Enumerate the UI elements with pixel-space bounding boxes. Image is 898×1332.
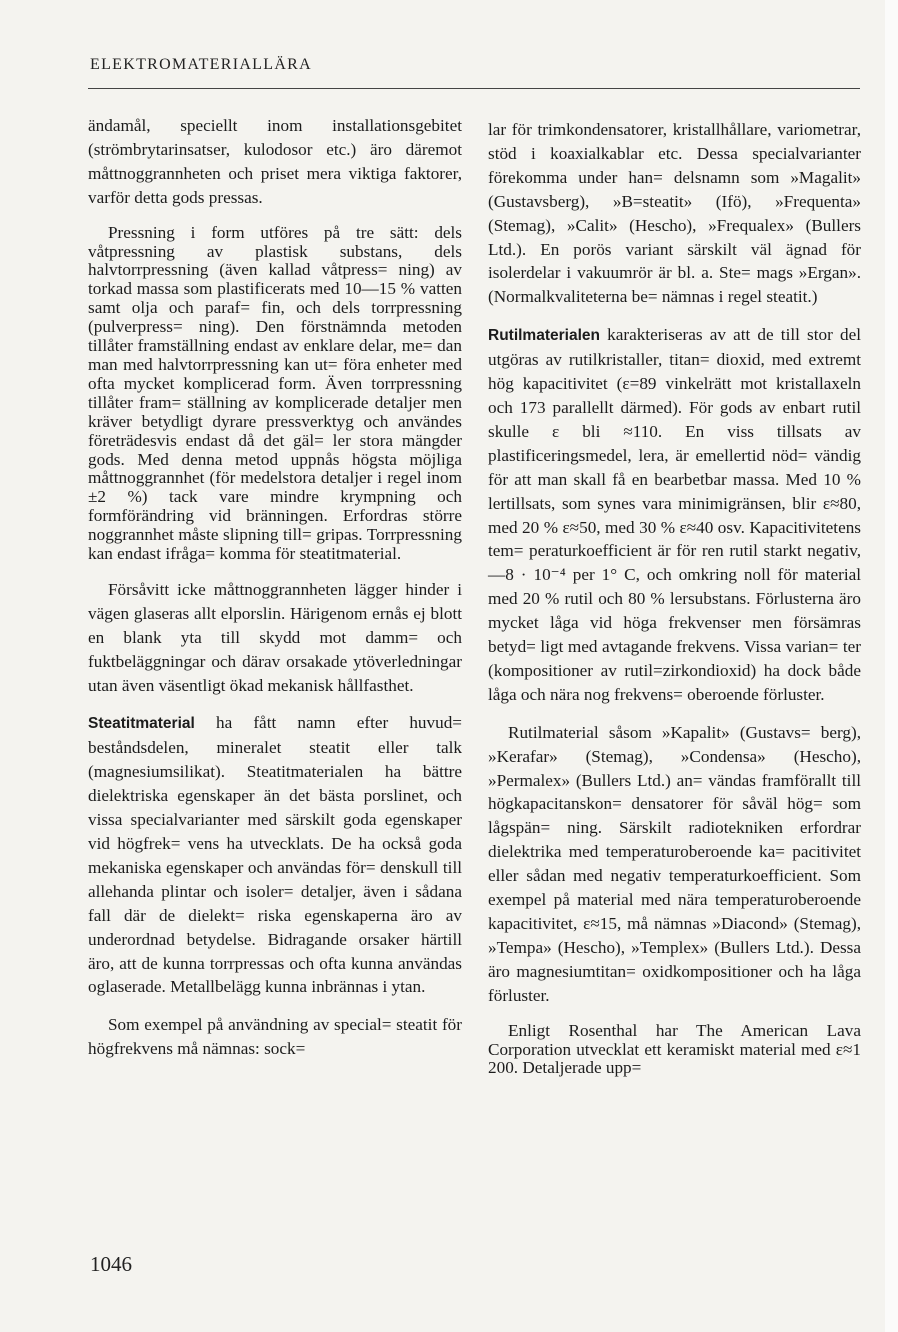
right-column — [488, 118, 861, 1092]
paragraph: Enligt Rosenthal har The American Lava Corporation utvecklat ett keramiskt material med ε≈1 200. Detaljerade upp= — [488, 1020, 861, 1078]
paragraph: Rutilmaterial såsom »Kapalit» (Gustavs= berg), »Kerafar» (Stemag), »Condensa» (Hescho), »Permalex» (Bullers Ltd.) an= vändas framförallt till högkapacitanskon= densatorer för såväl hög= som lågspän= ning. Särskilt radiotekniken erfordrar dielektrika med temperaturoberoende ka= pacitivitet eller sådan med negativ temperaturkoefficient. Som exempel på material med nära temperaturoberoende kapacitivitet, ε≈15, må nämnas »Diacond» (Stemag), »Tempa» (Hescho), »Templex» (Bullers Ltd.). Dessa äro magnesiumtitan= oxidkompositioner och ha låga förluster. — [488, 722, 861, 1005]
section-term: Rutilmaterialen — [488, 327, 600, 345]
paragraph: Pressning i form utföres på tre sätt: dels våtpressning av plastisk substans, dels halvtorrpressning (även kallad våtpress= ning) av torkad massa som plastificerats med 10—15 % vatten samt olja och paraf= fin, och dels torrpressning (pulverpress= ning). Den förstnämnda metoden tillåter framställning endast av enklare delar, me= dan man med halvtorrpressning kan ut= föra enheter med ofta mycket komplicerad form. Även torrpressning tillåter fram= ställning av komplicerade detaljer men kräver betydligt dyrare pressverktyg och användes företrädesvis endast då det gäl= ler stora mängder gods. Med denna metod uppnås högsta möjliga måttnoggrannhet (för medelstora detaljer i regel inom ±2 %) tack vare mindre krympning och formförändring vid bränningen. Erfordras större noggrannhet måste slipning till= gripas. Torrpressning kan endast ifråga= komma för steatitmaterial. — [88, 222, 462, 564]
paragraph: Försåvitt icke måttnoggrannheten lägger hinder i vägen glaseras allt elporslin. Härigenom ernås ej blott en blank yta till skydd mot damm= och fuktbeläggningar och därav orsakade ytöverledningar utan även väsentligt ökad mekanisk hållfasthet. — [88, 579, 462, 695]
section-term: Steatitmaterial — [88, 715, 195, 733]
page-edge — [885, 0, 898, 1332]
header-rule — [88, 88, 860, 89]
paragraph: lar för trimkondensatorer, kristallhållare, variometrar, stöd i koaxialkablar etc. Dessa specialvarianter förekomma under han= delsnamn som »Magalit» (Gustavsberg), »B=steatit» (Ifö), »Frequenta» (Stemag), »Calit» (Hescho), »Frequalex» (Bullers Ltd.). En porös variant särskilt väl ägnad för isolerdelar i vakuumrör är bl. a. Ste= mags »Ergan». (Normalkvaliteterna be= nämnas i regel steatit.) — [488, 120, 861, 307]
left-column — [88, 114, 462, 1075]
page-number: 1046 — [90, 1252, 132, 1276]
paragraph-text: ha fått namn efter huvud= beståndsdelen, mineralet steatit eller talk (magnesiumsilikat). Steatitmaterialen ha bättre dielektriska egenskaper än det bästa porslinet, och vissa specialvarianter med särskilt goda egenskaper vid högfrek= vens ha utvecklats. De ha också goda mekaniska egenskaper och användas för= denskull till allehanda plintar och isoler= detaljer, även i sådana fall där de dielekt= riska egenskaperna äro av underordnad betydelse. Bidragande orsaker härtill äro, att de kunna torrpressas och ofta kunna användas oglaserade. Metallbelägg kunna inbrännas i ytan. — [88, 713, 462, 997]
paragraph: Som exempel på användning av special= steatit för högfrekvens må nämnas: sock= — [88, 1015, 462, 1059]
paragraph: ändamål, speciellt inom installationsgebitet (strömbrytarinsatser, kulodosor etc.) äro däremot måttnoggrannheten och priset mera viktiga faktorer, varför detta gods pressas. — [88, 116, 462, 207]
paragraph-rutil — [488, 323, 861, 707]
paragraph-steatit — [88, 711, 462, 999]
paragraph-text: karakteriseras av att de till stor del utgöras av rutilkristaller, titan= dioxid, med extremt hög kapacitivitet (ε=89 vinkelrätt mot kristallaxeln och 173 parallellt därmed). För gods av enbart rutil skulle ε bli ≈110. En viss tillsats av plastificeringsmedel, lera, är emellertid nöd= vändig för att man skall få en bearbetbar massa. Med 10 % lertillsats, som synes vara minimigränsen, blir ε≈80, med 20 % ε≈50, med 30 % ε≈40 osv. Kapacitivitetens tem= peraturkoefficient är för ren rutil starkt negativ, —8 · 10⁻⁴ per 1° C, och omkring noll för material med 20 % rutil och 80 % lersubstans. Förlusterna äro mycket låga vid höga frekvenser men försämras betyd= ligt med avtagande frekvens. Vissa varian= ter (kompositioner av rutil=zirkondioxid) ha dock både låga och nära nog frekvens= oberoende förluster. — [488, 325, 861, 704]
running-header: ELEKTROMATERIALLÄRA — [90, 56, 313, 73]
